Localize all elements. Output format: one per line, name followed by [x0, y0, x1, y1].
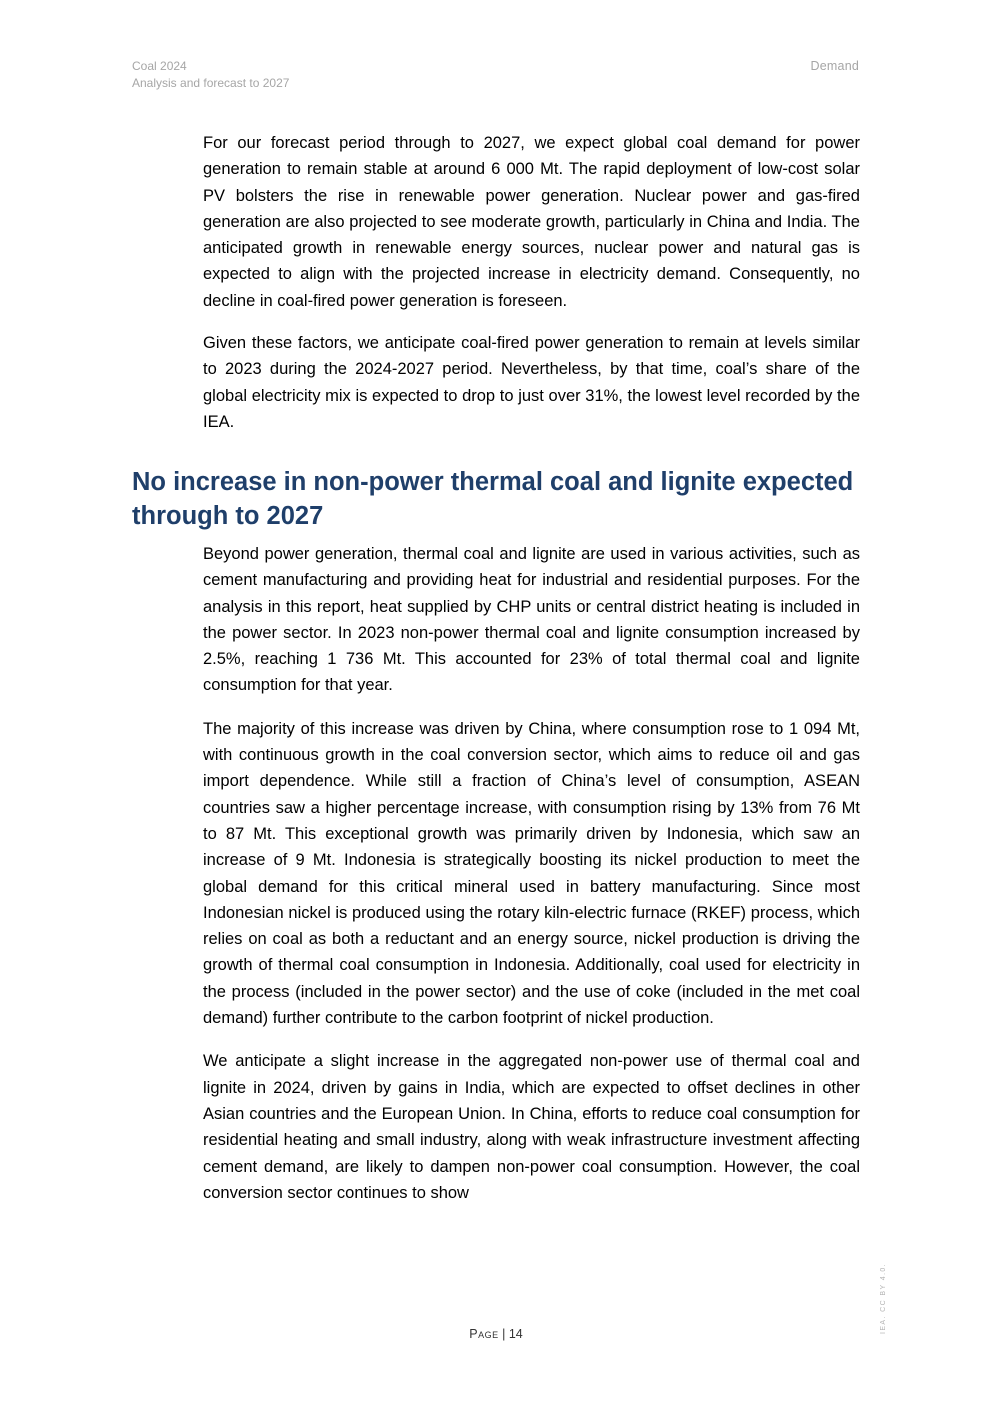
page-number: 14 — [508, 1327, 523, 1341]
paragraph: Beyond power generation, thermal coal and lignite are used in various activities, such as cement manufacturing and providing heat for industrial and residential purposes. For the analysis in this report, heat supplied by CHP units or central district heating is included in the power sector. In 2023 non-power thermal coal and lignite consumption increased by 2.5%, reaching 1 736 Mt. This accounted for 23% of total thermal coal and lignite consumption for that year. — [203, 545, 860, 695]
section-text-block — [203, 541, 860, 1223]
paragraph: We anticipate a slight increase in the aggregated non-power use of thermal coal and lignite in 2024, driven by gains in India, which are expected to offset declines in other Asian countries and the European Union. In China, efforts to reduce coal consumption for residential heating and small industry, along with weak infrastructure investment affecting cement demand, are likely to dampen non-power coal consumption. However, the coal conversion sector continues to show — [203, 1052, 860, 1202]
paragraph: The majority of this increase was driven by China, where consumption rose to 1 094 Mt, with continuous growth in the coal conversion sector, which aims to reduce oil and gas import dependence. While still a fraction of China’s level of consumption, ASEAN countries saw a higher percentage increase, with consumption rising by 13% from 76 Mt to 87 Mt. This exceptional growth was primarily driven by Indonesia, which saw an increase of 9 Mt. Indonesia is strategically boosting its nickel production to meet the global demand for this critical mineral used in battery manufacturing. Since most Indonesian nickel is produced using the rotary kiln-electric furnace (RKEF) process, which relies on coal as both a reductant and an energy source, nickel production is driving the growth of thermal coal consumption in Indonesia. Additionally, coal used for electricity in the process (included in the power sector) and the use of coke (included in the met coal demand) further contribute to the carbon footprint of nickel production. — [203, 719, 860, 1028]
document-subtitle: Analysis and forecast to 2027 — [132, 76, 290, 90]
section-heading: No increase in non-power thermal coal and lignite expected through to 2027 — [132, 468, 854, 530]
page-label: Page — [469, 1327, 499, 1341]
license-note: IEA. CC BY 4.0. — [880, 1262, 887, 1334]
page-separator: | — [502, 1327, 506, 1341]
page-footer — [0, 1327, 992, 1341]
chapter-title: Demand — [810, 59, 859, 73]
paragraph: For our forecast period through to 2027, we expect global coal demand for power generation to remain stable at around 6 000 Mt. The rapid deployment of low-cost solar PV bolsters the rise in renewable power generation. Nuclear power and gas-fired generation are also projected to see moderate growth, particularly in China and India. The anticipated growth in renewable energy sources, nuclear power and natural gas is expected to align with the projected increase in electricity demand. Consequently, no decline in coal-fired power generation is foreseen. — [203, 134, 860, 310]
document-title: Coal 2024 — [132, 59, 187, 73]
running-header — [132, 58, 289, 92]
paragraph: Given these factors, we anticipate coal-fired power generation to remain at levels similar to 2023 during the 2024-2027 period. Nevertheless, by that time, coal’s share of the global electricity mix is expected to drop to just over 31%, the lowest level recorded by the IEA. — [203, 334, 860, 431]
intro-text-block — [203, 130, 860, 435]
